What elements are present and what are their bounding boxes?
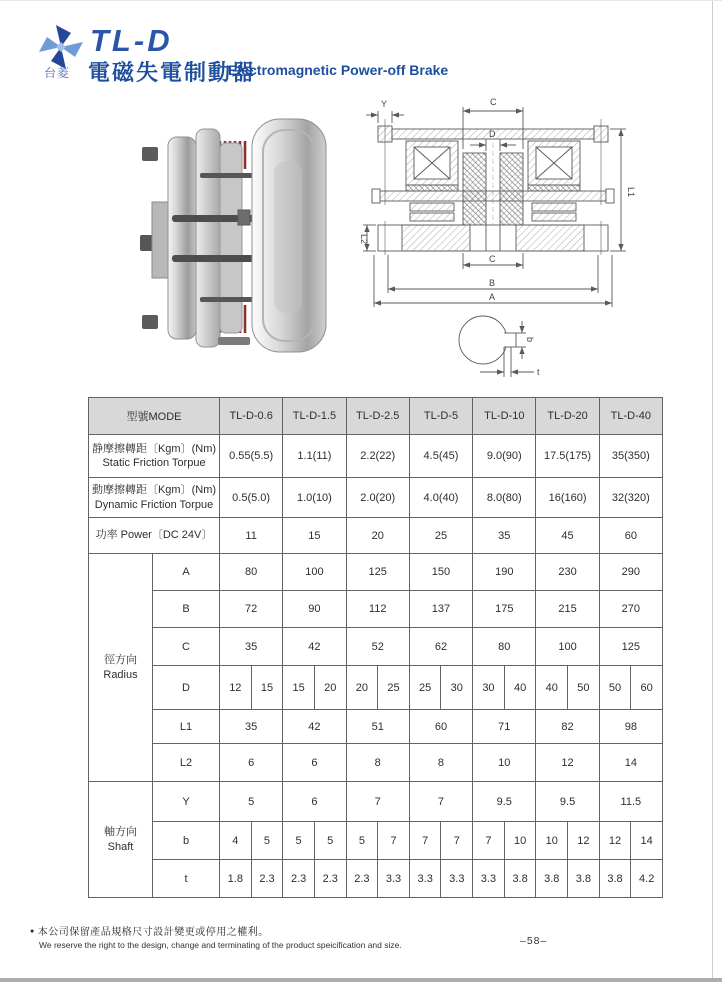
spec-cell: 51 <box>346 710 409 744</box>
spec-cell: 9.5 <box>473 782 536 822</box>
spec-cell: 125 <box>346 554 409 591</box>
technical-drawing <box>358 93 720 391</box>
dynamic-friction-row <box>89 478 663 518</box>
spec-cell: 62 <box>409 628 472 666</box>
spec-cell: 40 <box>504 666 536 710</box>
dim-row-Y <box>89 782 663 822</box>
spec-cell: 150 <box>409 554 472 591</box>
mode-header-cell: 型號MODE <box>89 398 220 435</box>
spec-cell: 16(160) <box>536 478 599 518</box>
row-label-zh: 静摩擦轉距〔Kgm〕(Nm) <box>91 442 217 455</box>
spec-cell: 5 <box>283 822 315 860</box>
spec-table <box>88 397 663 898</box>
spec-cell: 5 <box>346 822 378 860</box>
spec-cell: 4.2 <box>631 860 663 898</box>
model-header: TL-D-10 <box>473 398 536 435</box>
spec-cell: 60 <box>631 666 663 710</box>
spec-cell: 7 <box>409 822 441 860</box>
spec-cell: 4 <box>220 822 252 860</box>
spec-cell: 3.3 <box>473 860 505 898</box>
spec-cell: 3.8 <box>568 860 600 898</box>
spec-cell: 7 <box>409 782 472 822</box>
spec-cell: 45 <box>536 518 599 554</box>
spec-cell: 15 <box>283 518 346 554</box>
row-label-en: Static Friction Torpue <box>102 457 206 469</box>
spec-cell: 8 <box>346 744 409 782</box>
row-label <box>89 478 220 518</box>
spec-cell: 15 <box>283 666 315 710</box>
spec-cell: 100 <box>536 628 599 666</box>
spec-cell: 17.5(175) <box>536 435 599 478</box>
dim-label-c-top: C <box>490 97 497 107</box>
spec-cell: 112 <box>346 591 409 628</box>
dim-label-a-width: A <box>489 292 496 302</box>
spec-cell: 3.8 <box>599 860 631 898</box>
spec-cell: 25 <box>409 518 472 554</box>
spec-cell: 137 <box>409 591 472 628</box>
dim-label-y: Y <box>381 99 388 109</box>
spec-cell: 14 <box>599 744 662 782</box>
spec-cell: 82 <box>536 710 599 744</box>
spec-cell: 3.8 <box>536 860 568 898</box>
spec-cell: 125 <box>599 628 662 666</box>
spec-cell: 50 <box>599 666 631 710</box>
page-number: –58– <box>520 935 548 947</box>
spec-cell: 35(350) <box>599 435 662 478</box>
dim-row-D <box>89 666 663 710</box>
spec-cell: 10 <box>504 822 536 860</box>
spec-cell: 0.55(5.5) <box>220 435 283 478</box>
spec-cell: 90 <box>283 591 346 628</box>
spec-cell: 12 <box>536 744 599 782</box>
dim-label-b-width: B <box>489 278 496 288</box>
spec-cell: 230 <box>536 554 599 591</box>
dim-letter: C <box>153 628 220 666</box>
spec-cell: 30 <box>441 666 473 710</box>
dim-row-b <box>89 822 663 860</box>
spec-cell: 25 <box>409 666 441 710</box>
spec-cell: 80 <box>473 628 536 666</box>
dim-row-L2 <box>89 744 663 782</box>
model-header: TL-D-1.5 <box>283 398 346 435</box>
spec-cell: 60 <box>599 518 662 554</box>
dim-letter: L1 <box>153 710 220 744</box>
spec-cell: 35 <box>473 518 536 554</box>
spec-cell: 52 <box>346 628 409 666</box>
table-header-row <box>89 398 663 435</box>
model-header: TL-D-2.5 <box>346 398 409 435</box>
spec-cell: 3.8 <box>504 860 536 898</box>
spec-cell: 175 <box>473 591 536 628</box>
dim-letter: t <box>153 860 220 898</box>
spec-cell: 1.8 <box>220 860 252 898</box>
spec-cell: 215 <box>536 591 599 628</box>
dim-letter: Y <box>153 782 220 822</box>
group-label-zh: 徑方向 <box>104 653 137 666</box>
row-label-en: Dynamic Friction Torpue <box>94 498 214 511</box>
dim-row-C <box>89 628 663 666</box>
spec-cell: 8 <box>409 744 472 782</box>
spec-cell: 35 <box>220 628 283 666</box>
spec-cell: 3.3 <box>378 860 410 898</box>
bottom-bar <box>0 978 722 982</box>
radius-group-label <box>89 554 153 782</box>
spec-cell: 98 <box>599 710 662 744</box>
spec-cell: 7 <box>441 822 473 860</box>
spec-cell: 6 <box>220 744 283 782</box>
model-header: TL-D-5 <box>409 398 472 435</box>
group-label-en: Shaft <box>107 840 134 853</box>
page-title-zh: 電磁失電制動器 <box>88 60 257 85</box>
spec-cell: 3.3 <box>409 860 441 898</box>
dim-label-d: D <box>489 129 496 139</box>
dim-row-L1 <box>89 710 663 744</box>
spec-cell: 1.1(11) <box>283 435 346 478</box>
group-label-en: Radius <box>103 668 138 681</box>
spec-cell: 2.3 <box>314 860 346 898</box>
spec-cell: 190 <box>473 554 536 591</box>
spec-cell: 3.3 <box>441 860 473 898</box>
spec-cell: 6 <box>283 782 346 822</box>
spec-cell: 35 <box>220 710 283 744</box>
page-edge-line <box>712 1 713 982</box>
spec-cell: 12 <box>220 666 252 710</box>
spec-cell: 2.3 <box>283 860 315 898</box>
row-label-zh: 動摩擦轉距〔Kgm〕(Nm) <box>91 484 217 497</box>
footer-note <box>30 923 402 950</box>
spec-cell: 9.0(90) <box>473 435 536 478</box>
spec-cell: 20 <box>346 666 378 710</box>
spec-cell: 80 <box>220 554 283 591</box>
spec-cell: 2.3 <box>346 860 378 898</box>
spec-cell: 12 <box>568 822 600 860</box>
dim-label-key-t: t <box>537 367 540 377</box>
power-row <box>89 518 663 554</box>
spec-cell: 2.2(22) <box>346 435 409 478</box>
spec-cell: 42 <box>283 710 346 744</box>
spec-cell: 50 <box>568 666 600 710</box>
spec-cell: 20 <box>314 666 346 710</box>
dim-row-B <box>89 591 663 628</box>
spec-cell: 7 <box>473 822 505 860</box>
dim-letter: L2 <box>153 744 220 782</box>
spec-cell: 4.5(45) <box>409 435 472 478</box>
dim-letter: D <box>153 666 220 710</box>
model-header: TL-D-40 <box>599 398 662 435</box>
spec-cell: 5 <box>251 822 283 860</box>
footer-note-en: We reserve the right to the design, change and terminating of the product speicification and size. <box>39 940 402 950</box>
spec-cell: 14 <box>631 822 663 860</box>
spec-cell: 5 <box>220 782 283 822</box>
spec-cell: 4.0(40) <box>409 478 472 518</box>
spec-cell: 25 <box>378 666 410 710</box>
dim-label-l1: L1 <box>626 187 636 198</box>
spec-cell: 15 <box>251 666 283 710</box>
spec-cell: 7 <box>346 782 409 822</box>
spec-cell: 290 <box>599 554 662 591</box>
product-photo <box>112 117 340 357</box>
spec-cell: 7 <box>378 822 410 860</box>
spec-cell: 270 <box>599 591 662 628</box>
spec-cell: 42 <box>283 628 346 666</box>
spec-cell: 2.3 <box>251 860 283 898</box>
spec-cell: 72 <box>220 591 283 628</box>
spec-cell: 5 <box>314 822 346 860</box>
page-title-en: Electromagnetic Power-off Brake <box>228 62 449 78</box>
dim-label-c-bottom: C <box>489 254 496 264</box>
model-header: TL-D-20 <box>536 398 599 435</box>
spec-cell: 71 <box>473 710 536 744</box>
dim-row-A <box>89 554 663 591</box>
bullet-icon: ● <box>30 928 35 935</box>
group-label-zh: 軸方向 <box>104 825 137 838</box>
spec-cell: 30 <box>473 666 505 710</box>
dim-label-l2: L2 <box>359 234 369 245</box>
dim-letter: B <box>153 591 220 628</box>
spec-cell: 11 <box>220 518 283 554</box>
spec-cell: 100 <box>283 554 346 591</box>
row-label <box>89 435 220 478</box>
brand-name: 台菱 <box>44 66 71 80</box>
spec-cell: 12 <box>599 822 631 860</box>
spec-cell: 40 <box>536 666 568 710</box>
dim-label-key-b: b <box>525 337 535 343</box>
dim-row-t <box>89 860 663 898</box>
spec-cell: 0.5(5.0) <box>220 478 283 518</box>
spec-cell: 1.0(10) <box>283 478 346 518</box>
series-name: TL-D <box>90 23 173 58</box>
dim-letter: A <box>153 554 220 591</box>
spec-cell: 10 <box>473 744 536 782</box>
shaft-group-label <box>89 782 153 898</box>
spec-cell: 2.0(20) <box>346 478 409 518</box>
spec-cell: 20 <box>346 518 409 554</box>
spec-cell: 32(320) <box>599 478 662 518</box>
spec-cell: 60 <box>409 710 472 744</box>
footer-note-zh: 本公司保留產品規格尺寸設計變更或停用之權利。 <box>37 927 269 938</box>
spec-cell: 11.5 <box>599 782 662 822</box>
model-header: TL-D-0.6 <box>220 398 283 435</box>
static-friction-row <box>89 435 663 478</box>
spec-cell: 8.0(80) <box>473 478 536 518</box>
spec-cell: 10 <box>536 822 568 860</box>
dim-letter: b <box>153 822 220 860</box>
spec-cell: 6 <box>283 744 346 782</box>
row-label: 功率 Power〔DC 24V〕 <box>89 518 220 554</box>
spec-cell: 9.5 <box>536 782 599 822</box>
